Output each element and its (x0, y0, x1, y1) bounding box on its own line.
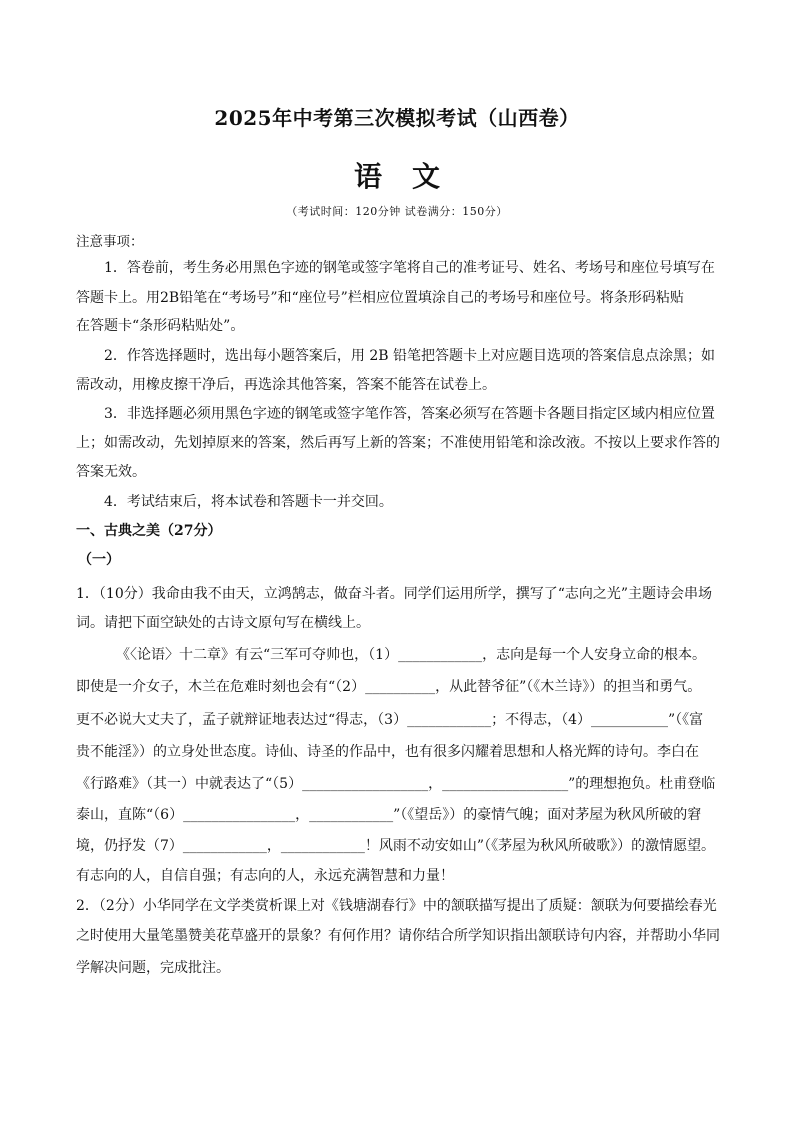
q1-line6: 贵不能淫》）的立身处世态度。诗仙、诗圣的作品中，也有很多闪耀着思想和人格光辉的诗句。李白在 (76, 744, 699, 760)
q1-line7: 《行路难》（其一）中就表达了“（5）__________________，__________________”的理想抱负。杜甫登临 (76, 776, 716, 792)
notice-item1-line3: 在答题卡“条形码粘贴处”。 (76, 318, 245, 334)
notice-item4: 4．考试结束后，将本试卷和答题卡一并交回。 (104, 494, 393, 510)
q1-line5: 更不必说大丈夫了，孟子就辩证地表达过“得志，（3）____________；不得志，（4）___________”（《富 (76, 712, 704, 728)
notice-item2-line2: 需改动，用橡皮擦干净后，再选涂其他答案，答案不能答在试卷上。 (76, 377, 496, 393)
notice-heading: 注意事项： (76, 234, 144, 250)
q2-line2: 之时使用大量笔墨赞美花草盛开的景象？有何作用？请你结合所学知识指出颔联诗句内容，并帮助小华同 (76, 928, 720, 944)
notice-item3-line3: 答案无效。 (76, 464, 146, 480)
q1-line3: 《〈论语〉十二章》有云“三军可夺帅也，（1）____________，志向是每一个人安身立命的根本。 (116, 647, 707, 663)
q1-line2: 词。请把下面空缺处的古诗文原句写在横线上。 (76, 615, 370, 631)
exam-meta: （考试时间：120分钟 试卷满分：150分） (286, 205, 508, 218)
exam-title: 2025年中考第三次模拟考试（山西卷） (214, 106, 580, 130)
section1-heading: 一、古典之美（27分） (76, 523, 222, 539)
notice-item2-line1: 2．作答选择题时，选出每小题答案后，用 2B 铅笔把答题卡上对应题目选项的答案信息点涂黑；如 (104, 348, 716, 364)
q1-line8: 泰山，直陈“（6）________________，____________”（《望岳》）的豪情气魄；面对茅屋为秋风所破的窘 (76, 807, 702, 823)
section1-subheading: （一） (78, 552, 120, 568)
subject-title: 语文 (353, 160, 470, 193)
q1-line9: 境，仍抒发（7）____________，____________！风雨不动安如山”（《茅屋为秋风所破歌》）的激情愿望。 (76, 838, 716, 854)
notice-item3-line1: 3．非选择题必须用黑色字迹的钢笔或签字笔作答，答案必须写在答题卡各题目指定区域内相应位置 (104, 406, 715, 422)
notice-item1-line2: 答题卡上。用2B铅笔在“考场号”和“座位号”栏相应位置填涂自己的考场号和座位号。将条形码粘贴 (76, 290, 684, 306)
q2-line1: 2．（2分）小华同学在文学类赏析课上对《钱塘湖春行》中的颔联描写提出了质疑：颔联为何要描绘春光 (76, 898, 717, 914)
notice-item3-line2: 上；如需改动，先划掉原来的答案，然后再写上新的答案；不准使用铅笔和涂改液。不按以上要求作答的 (76, 435, 720, 451)
notice-item1-line1: 1．答卷前，考生务必用黑色字迹的钢笔或签字笔将自己的准考证号、姓名、考场号和座位号填写在 (104, 260, 715, 276)
q2-line3: 学解决问题，完成批注。 (76, 960, 230, 976)
q1-line4: 即使是一介女子，木兰在危难时刻也会有“（2）__________，从此替爷征”（《木兰诗》）的担当和勇气。 (76, 679, 702, 695)
q1-line1: 1．（10分）我命由我不由天，立鸿鹄志，做奋斗者。同学们运用所学，撰写了“志向之光”主题诗会串场 (76, 586, 713, 602)
q1-line10: 有志向的人，自信自强；有志向的人，永远充满智慧和力量！ (76, 868, 454, 884)
